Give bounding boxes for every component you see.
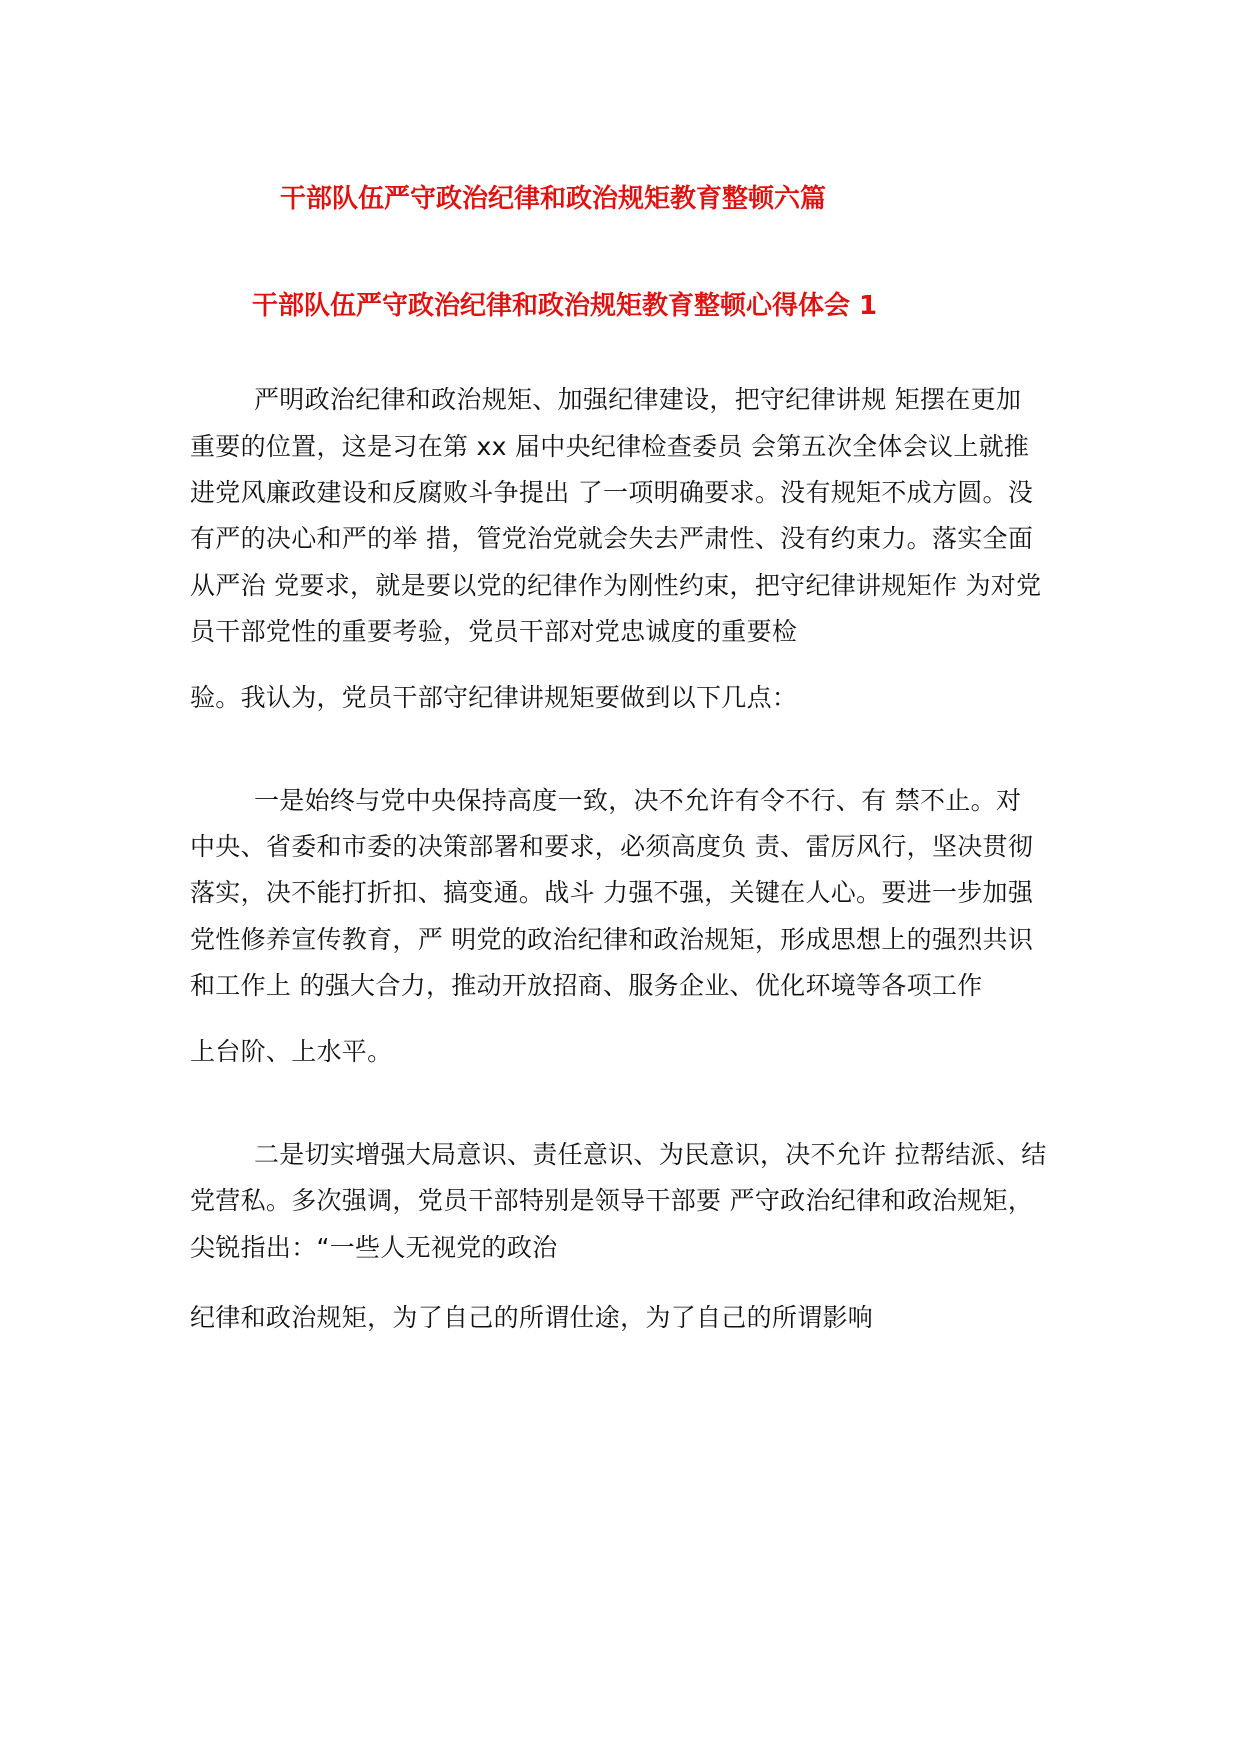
paragraph-line: 从严治 党要求，就是要以党的纪律作为刚性约束，把守纪律讲规矩作 为对党 xyxy=(190,571,1042,600)
paragraph-line: 和工作上 的强大合力，推动开放招商、服务企业、优化环境等各项工作 xyxy=(190,971,983,1000)
document-title: 干部队伍严守政治纪律和政治规矩教育整顿六篇 xyxy=(280,184,827,214)
paragraph-line: 一是始终与党中央保持高度一致，决不允许有令不行、有 禁不止。对 xyxy=(254,786,1022,815)
paragraph-line: 落实，决不能打折扣、搞变通。战斗 力强不强，关键在人心。要进一步加强 xyxy=(190,878,1034,907)
paragraph-line: 有严的决心和严的举 措，管党治党就会失去严肃性、没有约束力。落实全面 xyxy=(190,524,1034,553)
paragraph-line: 严明政治纪律和政治规矩、加强纪律建设，把守纪律讲规 矩摆在更加 xyxy=(254,385,1022,414)
paragraph-line: 上台阶、上水平。 xyxy=(190,1037,393,1066)
paragraph-line: 验。我认为，党员干部守纪律讲规矩要做到以下几点： xyxy=(190,683,798,712)
paragraph-line: 二是切实增强大局意识、责任意识、为民意识，决不允许 拉帮结派、结 xyxy=(254,1140,1047,1169)
paragraph-line: 员干部党性的重要考验，党员干部对党忠诚度的重要检 xyxy=(190,617,798,646)
paragraph-line: 进党风廉政建设和反腐败斗争提出 了一项明确要求。没有规矩不成方圆。没 xyxy=(190,478,1034,507)
paragraph-line: 尖锐指出：“一些人无视党的政治 xyxy=(190,1233,558,1262)
paragraph-line: 党营私。多次强调，党员干部特别是领导干部要 严守政治纪律和政治规矩， xyxy=(190,1186,1034,1215)
paragraph-line: 党性修养宣传教育，严 明党的政治纪律和政治规矩，形成思想上的强烈共识 xyxy=(190,925,1034,954)
paragraph-line: 中央、省委和市委的决策部署和要求，必须高度负 责、雷厉风行，坚决贯彻 xyxy=(190,832,1034,861)
paragraph-line: 重要的位置，这是习在第 xx 届中央纪律检查委员 会第五次全体会议上就推 xyxy=(190,432,1030,461)
document-subtitle: 干部队伍严守政治纪律和政治规矩教育整顿心得体会 1 xyxy=(252,291,878,321)
paragraph-line: 纪律和政治规矩，为了自己的所谓仕途，为了自己的所谓影响 xyxy=(190,1303,874,1332)
